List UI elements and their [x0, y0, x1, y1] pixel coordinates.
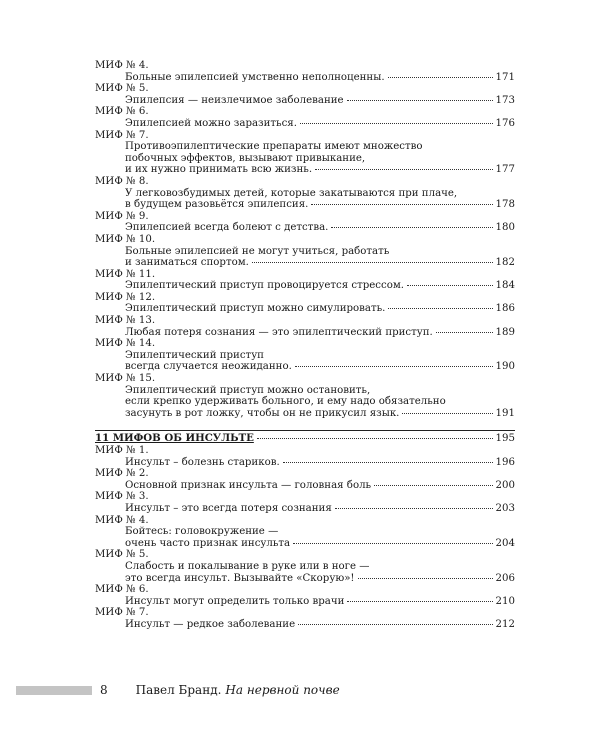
toc-entry[interactable]: [95, 619, 515, 631]
entry-text: Эпилепсией всегда болеют с детства.: [125, 222, 329, 234]
dot-leader: [252, 262, 493, 263]
entry-text-line: Слабость и покалывание в руке или в ноге —: [125, 560, 370, 572]
myth-heading: МИФ № 7.: [95, 129, 149, 141]
toc-entry[interactable]: [95, 538, 515, 550]
section-divider: [95, 430, 515, 431]
toc-entry[interactable]: [95, 457, 515, 469]
dot-leader: [402, 413, 492, 414]
toc-part-epilepsy: [95, 60, 515, 419]
entry-page: 173: [495, 94, 515, 106]
entry-page: 171: [495, 71, 515, 83]
dot-leader: [257, 438, 493, 439]
entry-text: это всегда инсульт. Вызывайте «Скорую»!: [125, 572, 355, 584]
dot-leader: [436, 332, 493, 333]
entry-page: 189: [495, 326, 515, 338]
dot-leader: [315, 169, 492, 170]
section-gap: [95, 419, 515, 430]
entry-text: и заниматься спортом.: [125, 257, 249, 269]
toc-entry[interactable]: [95, 199, 515, 211]
toc-part-stroke: [95, 445, 515, 631]
entry-page: 191: [495, 407, 515, 419]
entry-page: 212: [495, 618, 515, 630]
entry-page: 186: [495, 303, 515, 315]
toc-entry[interactable]: [95, 280, 515, 292]
toc-entry[interactable]: [95, 503, 515, 515]
myth-heading: МИФ № 7.: [95, 607, 149, 619]
toc-entry[interactable]: [95, 361, 515, 373]
toc-entry[interactable]: [95, 573, 515, 585]
entry-text-line: Больные эпилепсией не могут учиться, работать: [125, 245, 390, 257]
myth-heading: МИФ № 10.: [95, 233, 156, 245]
myth-heading: МИФ № 14.: [95, 338, 156, 350]
myth-heading: МИФ № 5.: [95, 83, 149, 95]
myth-heading: МИФ № 15.: [95, 373, 156, 385]
toc-entry[interactable]: [95, 72, 515, 84]
entry-text: Любая потеря сознания — это эпилептический приступ.: [125, 326, 433, 338]
entry-page: 190: [495, 361, 515, 373]
entry-text: Эпилептический приступ провоцируется стрессом.: [125, 280, 405, 292]
entry-text-line: Бойтесь: головокружение —: [125, 526, 279, 538]
entry-text: Больные эпилепсией умственно неполноценны.: [125, 71, 385, 83]
entry-page: 200: [495, 479, 515, 491]
toc-entry[interactable]: [95, 327, 515, 339]
entry-page: 203: [495, 502, 515, 514]
myth-heading: МИФ № 4.: [95, 60, 149, 71]
myth-heading: МИФ № 5.: [95, 549, 149, 561]
toc-entry[interactable]: [95, 408, 515, 420]
toc-section-stroke[interactable]: [95, 433, 515, 445]
toc-entry[interactable]: [95, 164, 515, 176]
myth-heading: МИФ № 9.: [95, 210, 149, 222]
entry-text: всегда случается неожиданно.: [125, 361, 292, 373]
dot-leader: [300, 123, 493, 124]
myth-heading: МИФ № 13.: [95, 315, 156, 327]
entry-text: Инсульт – болезнь стариков.: [125, 456, 280, 468]
entry-page: 204: [495, 537, 515, 549]
toc-entry[interactable]: [95, 118, 515, 130]
toc-entry[interactable]: [95, 95, 515, 107]
myth-heading: МИФ № 12.: [95, 291, 156, 303]
myth-heading: МИФ № 1.: [95, 445, 149, 456]
toc-entry[interactable]: [95, 596, 515, 608]
section-title: 11 МИФОВ ОБ ИНСУЛЬТЕ: [95, 432, 254, 445]
dot-leader: [388, 308, 492, 309]
page-number: 8: [100, 683, 108, 697]
entry-page: 177: [495, 164, 515, 176]
entry-text: очень часто признак инсульта: [125, 537, 291, 549]
myth-heading: МИФ № 6.: [95, 584, 149, 596]
dot-leader: [347, 100, 493, 101]
footer-book-title: На нервной почве: [225, 683, 340, 697]
entry-text-line: Эпилептический приступ: [125, 349, 264, 361]
toc-entry[interactable]: [95, 303, 515, 315]
entry-text: Эпилепсия — неизлечимое заболевание: [125, 94, 344, 106]
entry-page: 178: [495, 199, 515, 211]
entry-page: 196: [495, 456, 515, 468]
entry-text-line: побочных эффектов, вызывают привыкание,: [125, 152, 366, 164]
entry-text: Эпилептический приступ можно симулировать.: [125, 303, 386, 315]
entry-text-line: У легковозбудимых детей, которые закатываются при плаче,: [125, 187, 458, 199]
toc-entry[interactable]: [95, 257, 515, 269]
entry-text: и их нужно принимать всю жизнь.: [125, 164, 313, 176]
dot-leader: [407, 285, 493, 286]
dot-leader: [358, 578, 493, 579]
myth-heading: МИФ № 4.: [95, 514, 149, 526]
dot-leader: [283, 462, 493, 463]
dot-leader: [335, 508, 493, 509]
entry-text: Эпилепсией можно заразиться.: [125, 117, 297, 129]
entry-page: 176: [495, 117, 515, 129]
entry-text: в будущем разовьётся эпилепсия.: [125, 199, 309, 211]
entry-page: 210: [495, 595, 515, 607]
myth-heading: МИФ № 11.: [95, 268, 156, 280]
dot-leader: [298, 624, 492, 625]
dot-leader: [293, 543, 492, 544]
entry-page: 206: [495, 572, 515, 584]
entry-text: засунуть в рот ложку, чтобы он не прикусил язык.: [125, 407, 400, 419]
myth-heading: МИФ № 8.: [95, 175, 149, 187]
dot-leader: [311, 204, 492, 205]
footer-author: Павел Бранд.: [135, 683, 222, 697]
dot-leader: [331, 227, 492, 228]
myth-heading: МИФ № 3.: [95, 491, 149, 503]
entry-page: 182: [495, 257, 515, 269]
table-of-contents: [95, 60, 515, 631]
page-footer: [16, 683, 340, 697]
entry-page: 180: [495, 222, 515, 234]
entry-text: Инсульт — редкое заболевание: [125, 618, 296, 630]
dot-leader: [295, 366, 493, 367]
dot-leader: [347, 601, 492, 602]
dot-leader: [388, 77, 493, 78]
section-page: 195: [495, 433, 515, 445]
toc-entry[interactable]: [95, 222, 515, 234]
entry-text: Инсульт могут определить только врачи: [125, 595, 345, 607]
myth-heading: МИФ № 2.: [95, 468, 149, 480]
entry-text-line: Противоэпилептические препараты имеют множество: [125, 141, 423, 153]
entry-page: 184: [495, 280, 515, 292]
entry-text-line: если крепко удерживать больного, и ему надо обязательно: [125, 396, 446, 408]
toc-entry[interactable]: [95, 480, 515, 492]
myth-heading: МИФ № 6.: [95, 106, 149, 118]
entry-text: Инсульт – это всегда потеря сознания: [125, 502, 332, 514]
footer-bar: [16, 686, 92, 695]
entry-text-line: Эпилептический приступ можно остановить,: [125, 384, 371, 396]
dot-leader: [374, 485, 492, 486]
entry-text: Основной признак инсульта — головная боль: [125, 479, 372, 491]
